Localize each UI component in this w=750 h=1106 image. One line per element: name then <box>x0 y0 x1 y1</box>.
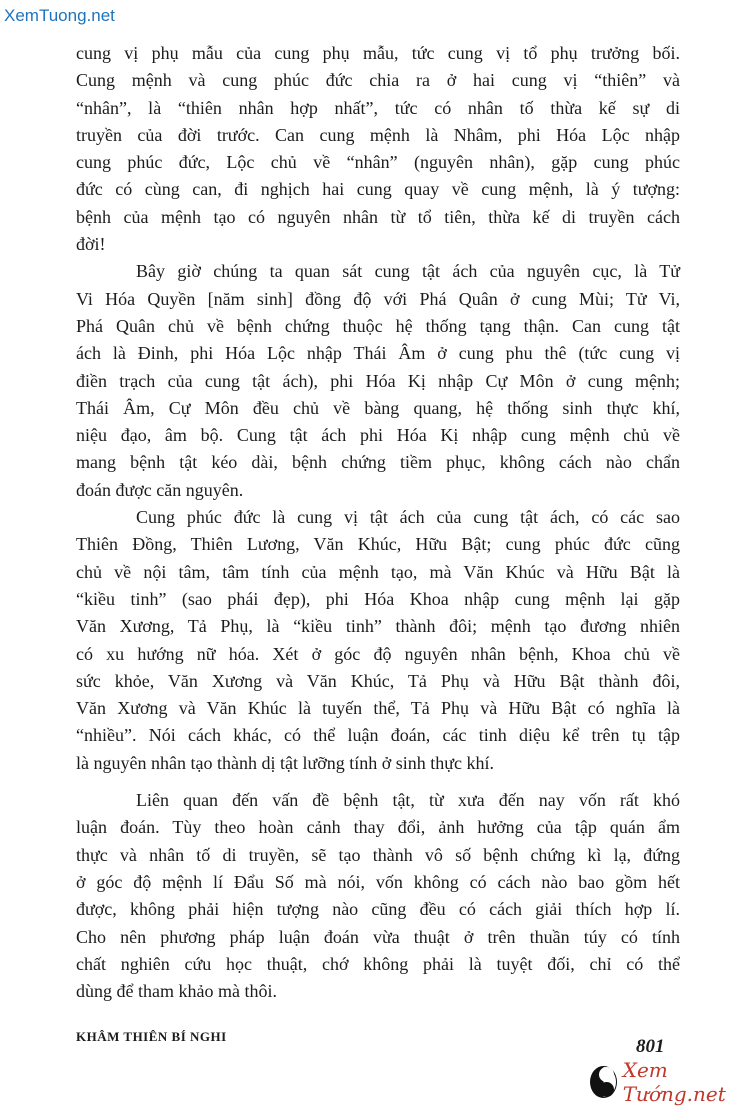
text-line: Cho nên phương pháp luận đoán vừa thuật ở trên thuần túy có tính <box>76 926 680 947</box>
text-line: là nguyên nhân tạo thành dị tật lưỡng tính ở sinh thực khí. <box>76 752 494 773</box>
text-line: “kiều tinh” (sao phái đẹp), phi Hóa Khoa nhập cung mệnh lại gặp <box>76 588 680 609</box>
text-line: sức khỏe, Văn Xương và Văn Khúc, Tả Phụ và Hữu Bật thành đôi, <box>76 670 680 691</box>
page-number: 801 <box>636 1036 665 1057</box>
text-line: chất nghiên cứu học thuật, chớ không phải là tuyệt đối, chỉ có thể <box>76 953 680 974</box>
text-line: Vi Hóa Quyền [năm sinh] đồng độ với Phá Quân ở cung Mùi; Tử Vi, <box>76 288 680 309</box>
text-line: Thiên Đồng, Thiên Lương, Văn Khúc, Hữu Bật; cung phúc đức cũng <box>76 534 680 555</box>
text-line: ở góc độ mệnh lí Đẩu Số mà nói, vốn không có cách nào bao gồm hết <box>76 871 680 892</box>
text-line: “nhân”, là “thiên nhân hợp nhất”, tức có nhân tố thừa kế sự di <box>76 97 680 118</box>
book-title: KHÂM THIÊN BÍ NGHI <box>76 1029 227 1044</box>
paragraph-2 <box>76 258 680 504</box>
text-line: luận đoán. Tùy theo hoàn cảnh thay đổi, ảnh hưởng của tập quán ẩm <box>76 817 680 838</box>
text-line: dùng để tham khảo mà thôi. <box>76 981 277 1002</box>
text-line: truyền của đời trước. Can cung mệnh là Nhâm, phi Hóa Lộc nhập <box>76 124 680 145</box>
text-line: Bây giờ chúng ta quan sát cung tật ách của nguyên cục, là Tử <box>136 261 680 282</box>
watermark-text: Xem Tướng.net <box>622 1058 726 1106</box>
text-line: “nhiều”. Nói cách khác, có thể luận đoán, các tinh diệu kể trên tụ tập <box>76 725 680 746</box>
paragraph-3 <box>76 504 680 777</box>
text-line: đức có cùng can, đi nghịch hai cung quay về cung mệnh, là ý tượng: <box>76 179 680 200</box>
text-line: cung vị phụ mẫu của cung phụ mẫu, tức cung vị tổ phụ trưởng bối. <box>76 43 680 63</box>
site-header[interactable]: XemTuong.net <box>4 6 115 25</box>
text-line: niệu đạo, âm bộ. Cung tật ách phi Hóa Kị nhập cung mệnh chủ về <box>76 425 680 446</box>
text-line: Thái Âm, Cự Môn đều chủ về bàng quang, hệ thống sinh thực khí, <box>76 397 680 418</box>
text-line: được, không phải hiện tượng nào cũng đều có cách giải thích hợp lí. <box>76 899 680 920</box>
watermark-logo <box>590 1058 750 1106</box>
text-line: Phá Quân chủ về bệnh chứng thuộc hệ thống tạng thận. Can cung tật <box>76 315 680 336</box>
text-line: Văn Xương, Tả Phụ, là “kiều tinh” thành đôi; mệnh tạo đương nhiên <box>76 616 680 637</box>
paragraph-gap <box>76 777 680 787</box>
text-line: đoán được căn nguyên. <box>76 479 244 500</box>
text-line: Cung mệnh và cung phúc đức chia ra ở hai cung vị “thiên” và <box>76 70 680 91</box>
text-line: có xu hướng nữ hóa. Xét ở góc độ nguyên nhân bệnh, Khoa chủ về <box>76 643 680 664</box>
text-line: thực và nhân tố di truyền, sẽ tạo thành vô số bệnh chứng kì lạ, đứng <box>76 844 680 865</box>
text-line: mang bệnh tật kéo dài, bệnh chứng tiềm phục, không cách nào chẩn <box>76 452 680 473</box>
text-line: đời! <box>76 234 106 255</box>
yin-yang-icon <box>590 1066 617 1098</box>
paragraph-4 <box>76 787 680 1005</box>
text-line: điền trạch của cung tật ách), phi Hóa Kị nhập Cự Môn ở cung mệnh; <box>76 370 680 391</box>
text-line: cung phúc đức, Lộc chủ về “nhân” (nguyên nhân), gặp cung phúc <box>76 152 680 173</box>
paragraph-1 <box>76 40 680 258</box>
text-line: Văn Xương và Văn Khúc là tuyến thể, Tả Phụ và Hữu Bật có nghĩa là <box>76 698 680 719</box>
text-line: Liên quan đến vấn đề bệnh tật, từ xưa đến nay vốn rất khó <box>136 790 680 811</box>
text-line: ách là Đinh, phi Hóa Lộc nhập Thái Âm ở cung phu thê (tức cung vị <box>76 343 680 364</box>
page-body <box>76 40 680 1005</box>
text-line: bệnh của mệnh tạo có nguyên nhân từ tổ tiên, thừa kế di truyền cách <box>76 206 680 227</box>
text-line: Cung phúc đức là cung vị tật ách của cung tật ách, có các sao <box>136 507 680 528</box>
text-line: chủ về nội tâm, tâm tính của mệnh tạo, mà Văn Khúc và Hữu Bật là <box>76 561 680 582</box>
